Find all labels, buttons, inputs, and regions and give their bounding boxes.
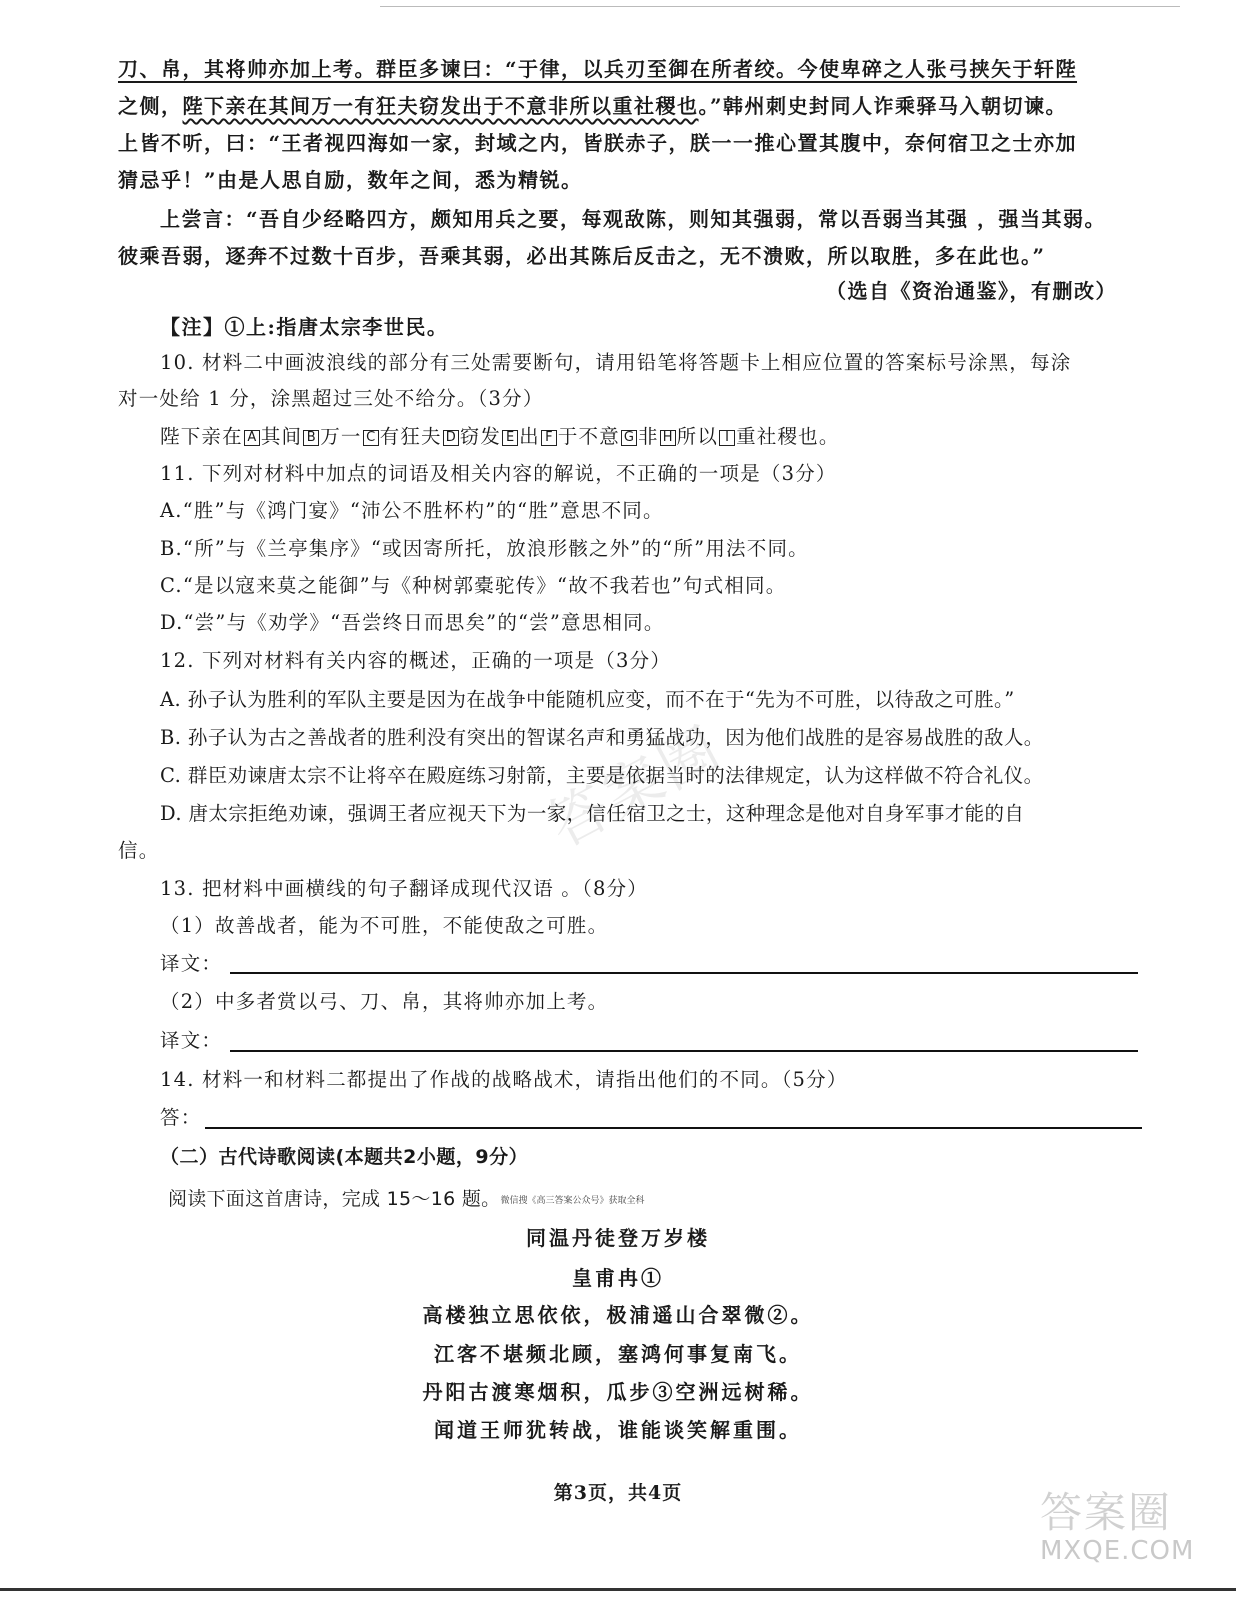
q10-break-label-h: H [660,430,676,446]
question-10-stem: 10. 材料二中画波浪线的部分有三处需要断句，请用铅笔将答题卡上相应位置的答案标号涂黑，每涂 [160,351,1072,374]
question-11-option-d: D.“尝”与《劝学》“吾尝终日而思矣”的“尝”意思相同。 [160,611,665,634]
material-line-3: 上皆不听，曰：“王者视四海如一家，封域之内，皆朕赤子，朕一一推心置其腹中，奈何宿卫之士亦加 [118,131,1078,155]
q10-segment: 非 [637,425,659,448]
q10-segment: 窃发 [459,425,502,448]
top-rule [380,6,1180,7]
poem-line-4: 闻道王师犹转战，谁能谈笑解重围。 [434,1418,802,1442]
material-line-1-text: 刀、帛，其将帅亦加上考。群臣多谏曰：“于律，以兵刃至御在所者绞。今使卑碎之人张弓挟矢于轩陛 [118,57,1078,81]
q10-segment: 于不意 [557,425,620,448]
question-12-option-b: B. 孙子认为古之善战者的胜利没有突出的智谋名声和勇猛战功，因为他们战胜的是容易战胜的敌人。 [160,726,1044,749]
material-line-2-start: 之侧， [118,94,183,118]
instruction-text: 阅读下面这首唐诗，完成 15～16 题。 [168,1188,501,1210]
poem-line-1: 高楼独立思依依，极浦遥山合翠微②。 [422,1303,814,1327]
q10-segment: 万一 [320,425,362,448]
watermark-center: 答案圈 [537,712,734,861]
q10-segment: 有狂夫 [379,425,442,448]
bottom-rule [0,1588,1236,1591]
q10-break-label-e: E [502,430,518,446]
q10-break-label-b: B [303,430,319,446]
q10-segment: 所以 [676,425,719,448]
translation-line-2[interactable] [230,1050,1138,1052]
annotation-note: 【注】①上:指唐太宗李世民。 [160,315,449,339]
q10-segment: 出 [519,425,540,448]
answer-line[interactable] [205,1127,1142,1129]
material-line-6: 彼乘吾弱，逐奔不过数十百步，吾乘其弱，必出其陈后反击之，无不溃败，所以取胜，多在此也。” [118,244,1046,268]
question-11-option-c: C.“是以寇来莫之能御”与《种树郭橐驼传》“故不我若也”句式相同。 [160,574,787,597]
question-12-option-d-cont: 信。 [118,839,160,862]
wavy-underlined-sentence: 陛下亲在其间万一有狂夫窃发出于不意非所以重社稷也 [182,94,699,118]
q10-break-label-g: G [621,430,637,446]
answer-label: 答： [160,1106,202,1129]
question-12-option-c: C. 群臣劝谏唐太宗不让将卒在殿庭练习射箭，主要是依据当时的法律规定，认为这样做不符合礼仪。 [160,764,1044,787]
page-number: 第3页，共4页 [553,1482,683,1504]
source-citation: （选自《资治通鉴》，有删改） [826,279,1117,303]
site-watermark-logo [1040,1480,1210,1580]
poem-title: 同温丹徒登万岁楼 [526,1226,710,1250]
material-line-2-end: 。”韩州刺史封同人诈乘驿马入朝切谏。 [698,94,1068,118]
q10-break-label-f: F [541,430,557,446]
material-line-2 [118,93,1067,119]
wechat-note: 微信搜《高三答案公众号》获取全科 [500,1196,645,1206]
question-11-stem: 11. 下列对材料中加点的词语及相关内容的解说，不正确的一项是（3分） [160,462,837,485]
translation-label-2: 译文： [160,1029,223,1052]
question-10-sentence [160,424,840,450]
section-heading: （二）古代诗歌阅读(本题共2小题，9分） [160,1146,529,1168]
question-11-option-b: B.“所”与《兰亭集序》“或因寄所托，放浪形骸之外”的“所”用法不同。 [160,537,809,560]
question-13-item-2: （2）中多者赏以弓、刀、帛，其将帅亦加上考。 [160,990,609,1013]
question-12-option-d: D. 唐太宗拒绝劝谏，强调王者应视天下为一家，信任宿卫之士，这种理念是他对自身军事才能的自 [160,802,1025,825]
material-line-1 [118,56,1077,82]
material-line-5: 上尝言：“吾自少经略四方，颇知用兵之要，每观敌陈，则知其强弱，常以吾弱当其强 ，强当其弱。 [160,207,1106,231]
translation-line-1[interactable] [230,972,1138,974]
question-13-stem: 13. 把材料中画横线的句子翻译成现代汉语 。（8分） [160,877,648,900]
question-10-scoring: 对一处给 1 分，涂黑超过三处不给分。（3分） [118,387,544,410]
watermark-logo-text: 答案圈 [1040,1488,1173,1537]
watermark-url: MXQE.COM [1040,1536,1195,1566]
translation-label-1: 译文： [160,952,223,975]
material-line-4: 猜忌乎！”由是人思自励，数年之间，悉为精锐。 [118,168,583,192]
question-14-stem: 14. 材料一和材料二都提出了作战的战略战术，请指出他们的不同。（5分） [160,1068,848,1091]
q10-break-label-c: C [363,430,379,446]
poem-line-3: 丹阳古渡寒烟积，瓜步③空洲远树稀。 [422,1380,814,1404]
question-11-option-a: A.“胜”与《鸿门宴》“沛公不胜杯杓”的“胜”意思不同。 [160,499,664,522]
question-13-item-1: （1）故善战者，能为不可胜，不能使敌之可胜。 [160,914,609,937]
question-12-option-a: A. 孙子认为胜利的军队主要是因为在战争中能随机应变，而不在于“先为不可胜，以待敌之可胜。” [160,688,1015,711]
q10-segment: 陛下亲在 [160,425,243,448]
q10-break-label-a: A [244,430,260,446]
poem-line-2: 江客不堪频北顾，塞鸿何事复南飞。 [434,1342,802,1366]
q10-break-label-d: D [443,430,459,446]
section-instruction [168,1186,644,1214]
q10-break-label-i: I [719,430,735,446]
question-12-stem: 12. 下列对材料有关内容的概述，正确的一项是（3分） [160,649,672,672]
poem-author: 皇甫冉① [572,1266,664,1290]
q10-segment: 其间 [260,425,303,448]
q10-segment: 重社稷也。 [736,425,840,448]
